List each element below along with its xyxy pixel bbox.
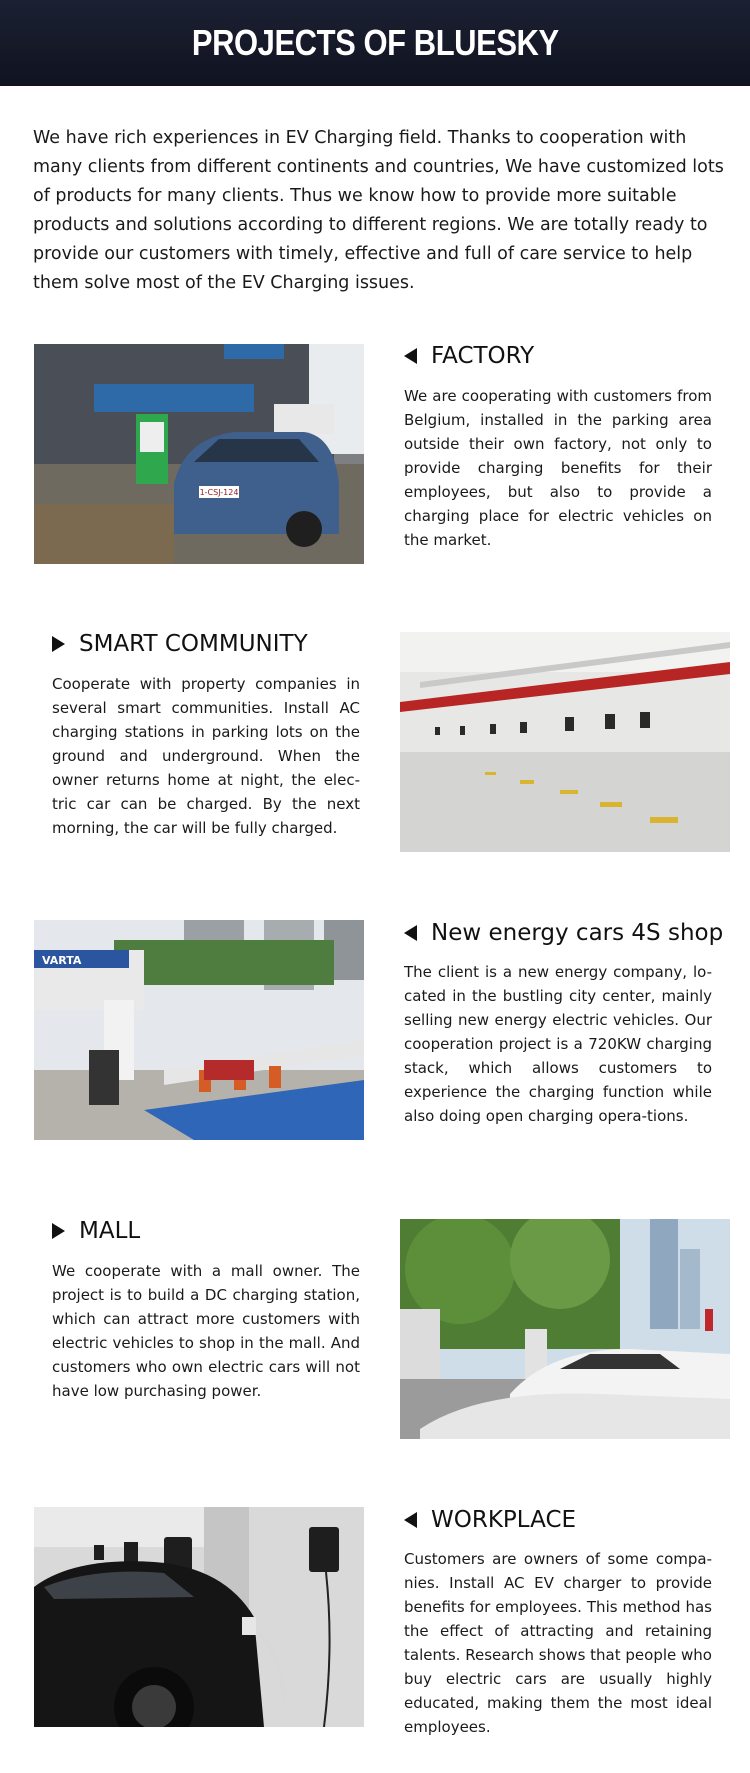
license-plate: 1-CSJ-124	[199, 488, 239, 497]
4s-shop-photo	[34, 920, 364, 1140]
workplace-title: WORKPLACE	[431, 1507, 577, 1533]
factory-description: We are cooperating with customers from Belgium, installed in the parking area outside their own factory, not only to provide charging benefits for their employees, but also to provide a charging place for electric vehicles on the market.	[404, 387, 712, 549]
triangle-right-icon	[52, 1223, 65, 1239]
smart-community-description: Cooperate with property companies in several smart communities. Install AC charging stations in parking lots on the ground and underground. When the owner returns home at night, the elec-tric car can be charged. By the next morning, the car will be fully charged.	[52, 675, 360, 837]
workplace-description: Customers are owners of some compa-nies. Install AC EV charger to provide benefits for employees. This method has the effect of attracting and retaining talents. Research shows that people who buy electric cars are usually highly educated, making them the most ideal employees.	[404, 1550, 712, 1736]
triangle-right-icon	[52, 636, 65, 652]
factory-photo	[34, 344, 364, 564]
mall-photo	[400, 1219, 730, 1439]
triangle-left-icon	[404, 1512, 417, 1528]
4s-shop-description: The client is a new energy company, lo-cated in the bustling city center, mainly selling new energy electric vehicles. Our cooperation project is a 720KW charging stack, which allows customers to experience the charging function while also doing open charging opera-tions.	[404, 963, 712, 1125]
mall-description: We cooperate with a mall owner. The project is to build a DC charging station, which can attract more customers with electric vehicles to shop in the mall. And customers who own electric cars will not have low purchasing power.	[52, 1262, 360, 1400]
4s-shop-heading	[404, 917, 723, 949]
mall-heading	[52, 1215, 140, 1247]
triangle-left-icon	[404, 348, 417, 364]
shop-sign: VARTA	[42, 954, 82, 967]
factory-title: FACTORY	[431, 343, 535, 369]
workplace-photo	[34, 1507, 364, 1727]
smart-community-title: SMART COMMUNITY	[79, 631, 308, 657]
mall-title: MALL	[79, 1218, 141, 1244]
smart-community-photo	[400, 632, 730, 852]
factory-heading	[404, 340, 534, 372]
smart-community-heading	[52, 628, 308, 660]
intro-paragraph: We have rich experiences in EV Charging field. Thanks to cooperation with many clients from different continents and countries, We have customized lots of products for many clients. Thus we know how to provide more suitable products and solutions according to different regions. We are totally ready to provide our customers with timely, effective and full of care service to help them solve most of the EV Charging issues.	[33, 128, 724, 293]
page-header	[0, 0, 750, 86]
workplace-heading	[404, 1504, 576, 1536]
triangle-left-icon	[404, 925, 417, 941]
4s-shop-title: New energy cars 4S shop	[431, 920, 724, 946]
page-title: PROJECTS OF BLUESKY	[191, 22, 559, 63]
